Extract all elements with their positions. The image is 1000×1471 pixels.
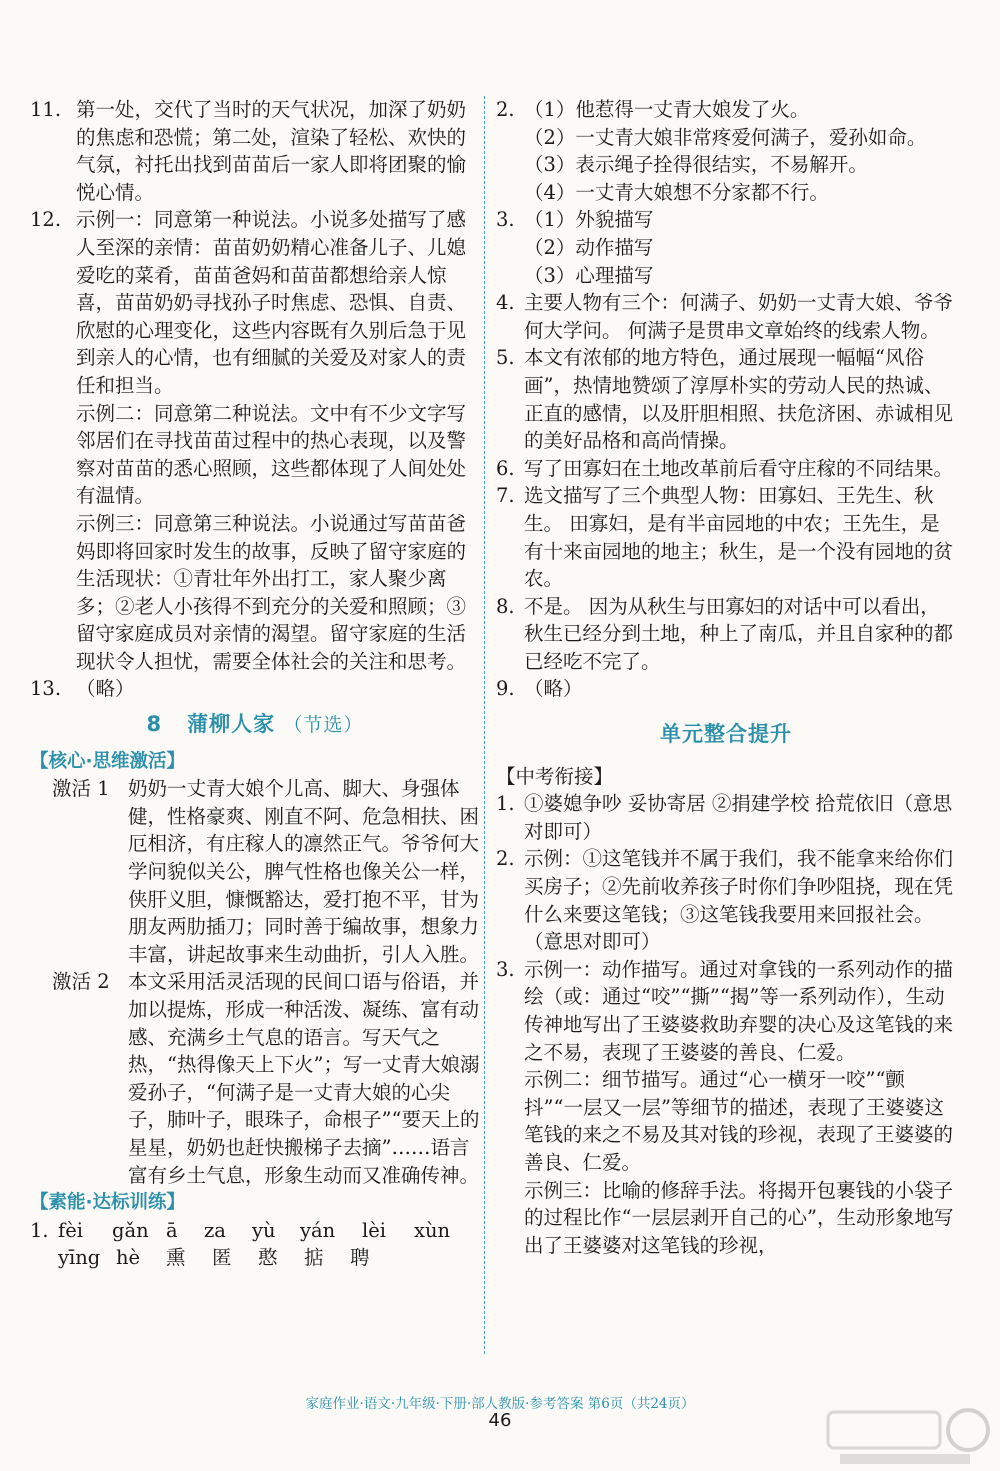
sub-answer: （2）动作描写 [524, 235, 654, 259]
example-one: 示例一：动作描写。通过对拿钱的一系列动作的描绘（或：通过“咬”“撕”“揭”等一系列动作），生动传神地写出了王婆婆救助弃婴的决心及这笔钱的来之不易，表现了王婆婆的善良、仁爱。 [524, 957, 954, 1064]
answer-text: （略） [76, 677, 135, 701]
activation-1 [52, 775, 480, 968]
answer-number: 4. [496, 291, 515, 315]
answer-8 [496, 593, 956, 676]
answer-number: 2. [496, 98, 515, 121]
answer-12 [30, 206, 480, 675]
answer-9 [496, 675, 956, 703]
answer-text: 第一处，交代了当时的天气状况，加深了奶奶的焦虑和恐慌；第二处，渲染了轻松、欢快的气氛，衬托出找到苗苗后一家人即将团聚的愉悦心情。 [76, 98, 467, 204]
pinyin-item: xùn [414, 1218, 451, 1242]
sub-answer: （3）心理描写 [524, 263, 654, 287]
activation-label: 激活 2 [52, 970, 110, 994]
column-divider [484, 96, 485, 1354]
answer-number: 3. [496, 208, 515, 232]
answer-number: 1. [30, 1218, 49, 1242]
pinyin-item: 熏 [166, 1246, 186, 1270]
section-number: 8 [146, 712, 163, 737]
pinyin-row-2 [58, 1244, 480, 1272]
example-two: 示例二：细节描写。通过“心一横牙一咬”“颤抖”“一层又一层”等细节的描述，表现了王婆婆这笔钱的来之不易及其对钱的珍视，表现了王婆婆的善良、仁爱。 [524, 1068, 954, 1174]
answer-number: 3. [496, 957, 515, 981]
pinyin-item: 憨 [258, 1246, 278, 1270]
sub-answer: （3）表示绳子拴得很结实，不易解开。 [524, 153, 868, 177]
exam-answer-2 [496, 845, 956, 955]
pinyin-item: 匿 [212, 1246, 232, 1270]
answer-number: 9. [496, 677, 515, 701]
answer-2 [496, 96, 956, 206]
right-column [496, 96, 956, 1259]
exam-answer-3 [496, 956, 956, 1260]
answer-text: ①婆媳争吵 妥协寄居 ②捐建学校 拾荒依旧（意思对即可） [524, 792, 953, 843]
example-three: 示例三：同意第三种说法。小说通过写苗苗爸妈即将回家时发生的故事，反映了留守家庭的生活现状：①青壮年外出打工，家人聚少离多；②老人小孩得不到充分的关爱和照顾；③留守家庭成员对亲情的渴望。留守家庭的生活现状令人担忧，需要全体社会的关注和思考。 [76, 511, 467, 673]
left-column [30, 96, 480, 1272]
answer-number: 13. [30, 677, 62, 701]
pinyin-item: yán [300, 1218, 336, 1242]
pinyin-item: 聘 [350, 1246, 370, 1270]
answer-4 [496, 289, 956, 344]
answer-number: 11. [30, 98, 62, 121]
answer-text: 写了田寡妇在土地改革前后看守庄稼的不同结果。 [524, 456, 954, 480]
sub-answer: （1）他惹得一丈青大娘发了火。 [524, 98, 810, 121]
answer-number: 7. [496, 484, 515, 508]
answer-1-pinyin [30, 1217, 480, 1272]
answer-number: 2. [496, 847, 515, 871]
activation-text: 本文采用活灵活现的民间口语与俗语，并加以提炼，形成一种活泼、凝练、富有动感、充满乡土气息的语言。写天气之热，“热得像天上下火”；写一丈青大娘溺爱孙子，“何满子是一丈青大娘的心尖子，肺叶子，眼珠子，命根子”“要天上的星星，奶奶也赶快搬梯子去摘”……语言富有乡土气息，形象生动而又准确传神。 [128, 970, 480, 1187]
tag-skill-training: 【素能·达标训练】 [30, 1192, 186, 1214]
pinyin-item: za [204, 1218, 226, 1242]
answer-text: （略） [524, 677, 583, 701]
sub-answer: （2）一丈青大娘非常疼爱何满子，爱孙如命。 [524, 125, 927, 149]
answer-7 [496, 482, 956, 592]
answer-11 [30, 96, 480, 206]
unit-title: 单元整合提升 [660, 722, 792, 747]
answer-number: 8. [496, 594, 515, 618]
example-three: 示例三：比喻的修辞手法。将揭开包裹钱的小袋子的过程比作“一层层剥开自己的心”，生动形象地写出了王婆婆对这笔钱的珍视， [524, 1178, 954, 1257]
tag-exam-link: 【中考衔接】 [496, 764, 614, 788]
section-name: 蒲柳人家 [187, 712, 276, 737]
answer-5 [496, 344, 956, 454]
pinyin-item: 掂 [304, 1246, 324, 1270]
page-footer: 家庭作业·语文·九年级·下册·部人教版·参考答案 第6页（共24页） [305, 1396, 695, 1412]
activation-2 [52, 968, 480, 1189]
answer-text: 选文描写了三个典型人物：田寡妇、王先生、秋生。 田寡妇，是有半亩园地的中农；王先生，是有十来亩园地的地主；秋生，是一个没有园地的贫农。 [524, 484, 954, 591]
example-one: 示例一：同意第一种说法。小说多处描写了感人至深的亲情：苗苗奶奶精心准备儿子、儿媳爱吃的菜肴，苗苗爸妈和苗苗都想给亲人惊喜，苗苗奶奶寻找孙子时焦虑、恐惧、自责、欣慰的心理变化，这些内容既有久别后急于见到亲人的心情，也有细腻的关爱及对家人的责任和担当。 [76, 208, 467, 397]
exam-answer-1 [496, 790, 956, 845]
pinyin-item: hè [116, 1246, 141, 1270]
answer-text: 本文有浓郁的地方特色，通过展现一幅幅“风俗画”，热情地赞颂了淳厚朴实的劳动人民的热诚、正直的感情，以及肝胆相照、扶危济困、赤诚相见的美好品格和高尚情操。 [524, 346, 954, 453]
answer-number: 5. [496, 346, 515, 370]
answer-number: 6. [496, 456, 515, 480]
answer-number: 1. [496, 792, 515, 816]
pinyin-item: yīng [58, 1246, 101, 1270]
answer-text: 不是。 因为从秋生与田寡妇的对话中可以看出，秋生已经分到土地，种上了南瓜，并且自家种的都已经吃不完了。 [524, 594, 954, 673]
pinyin-item: ā [166, 1218, 178, 1242]
pinyin-item: lèi [362, 1218, 387, 1242]
answer-text: 示例：①这笔钱并不属于我们，我不能拿来给你们买房子；②先前收养孩子时你们争吵阻挠，现在凭什么来要这笔钱；③这笔钱我要用来回报社会。（意思对即可） [524, 847, 954, 954]
answer-6 [496, 455, 956, 483]
pinyin-item: yù [252, 1218, 276, 1242]
answer-number: 12. [30, 208, 62, 232]
sub-answer: （1）外貌描写 [524, 208, 654, 232]
activation-text: 奶奶一丈青大娘个儿高、脚大、身强体健，性格豪爽、刚直不阿、危急相扶、困厄相济，有庄稼人的凛然正气。爷爷何大学问貌似关公，脾气性格也像关公一样，侠肝义胆，慷慨豁达，爱打抱不平，甘为朋友两肋插刀；同时善于编故事，想象力丰富，讲起故事来生动曲折，引人入胜。 [128, 777, 480, 966]
example-two: 示例二：同意第二种说法。文中有不少文字写邻居们在寻找苗苗过程中的热心表现，以及警察对苗苗的悉心照顾，这些都体现了人间处处有温情。 [76, 401, 467, 508]
answer-3 [496, 206, 956, 289]
answer-text: 主要人物有三个：何满子、奶奶一丈青大娘、爷爷何大学问。 何满子是贯串文章始终的线索人物。 [524, 291, 954, 342]
answer-13 [30, 675, 480, 703]
tag-core-activation: 【核心·思维激活】 [30, 750, 186, 772]
pinyin-item: fèi [58, 1218, 83, 1242]
section-title [30, 711, 480, 740]
pinyin-item: gǎn [112, 1218, 149, 1242]
page-number: 46 [488, 1410, 512, 1431]
sub-answer: （4）一丈青大娘想不分家都不行。 [524, 180, 829, 204]
pinyin-row-1 [58, 1217, 480, 1245]
activation-label: 激活 1 [52, 777, 110, 801]
section-subtitle: （节选） [283, 714, 364, 737]
watermark-logo-icon [820, 1400, 990, 1468]
